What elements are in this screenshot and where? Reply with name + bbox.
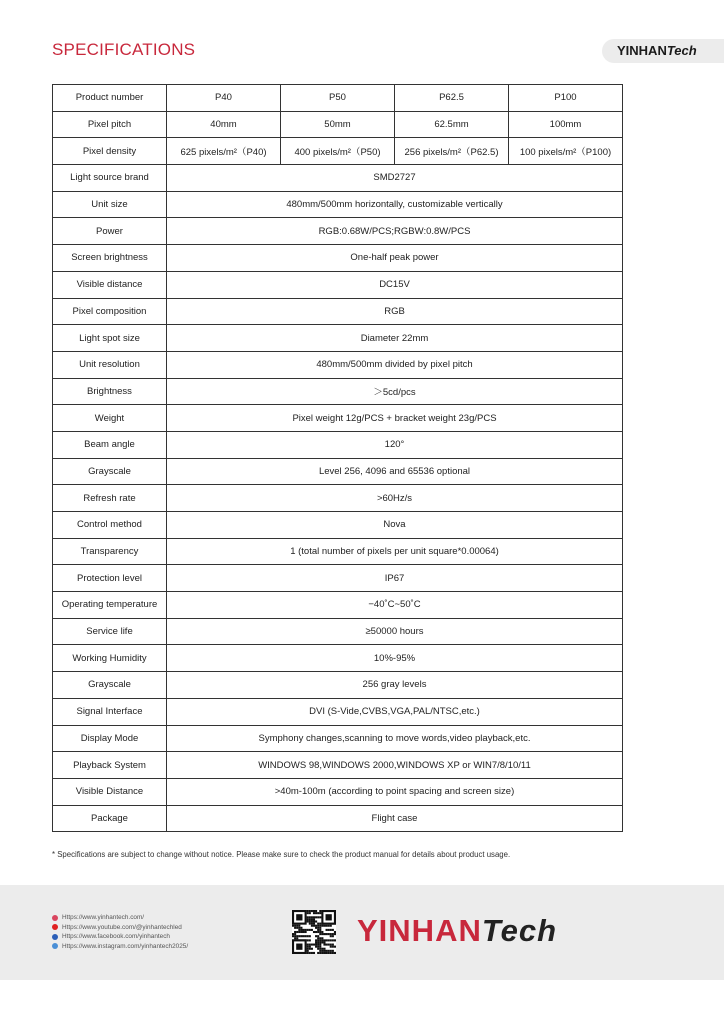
table-row xyxy=(53,378,623,405)
spec-label: Brightness xyxy=(53,378,167,405)
spec-label: Service life xyxy=(53,618,167,645)
table-row-product-number xyxy=(53,85,623,112)
spec-label: Power xyxy=(53,218,167,245)
spec-label: Pixel composition xyxy=(53,298,167,325)
table-row xyxy=(53,725,623,752)
spec-value: 62.5mm xyxy=(395,111,509,138)
table-row-pixel-density xyxy=(53,138,623,165)
page-footer xyxy=(0,885,724,980)
spec-value: 400 pixels/m²（P50) xyxy=(281,138,395,165)
table-row xyxy=(53,298,623,325)
spec-value: 100mm xyxy=(509,111,623,138)
youtube-icon xyxy=(52,924,58,930)
page-title: SPECIFICATIONS xyxy=(52,40,196,59)
table-row xyxy=(53,485,623,512)
facebook-icon xyxy=(52,934,58,940)
footer-link-text: Https://www.facebook.com/yinhantech xyxy=(62,933,170,941)
spec-value: Symphony changes,scanning to move words,video playback,etc. xyxy=(167,725,623,752)
spec-label: Product number xyxy=(53,85,167,112)
globe-icon xyxy=(52,915,58,921)
spec-value: Level 256, 4096 and 65536 optional xyxy=(167,458,623,485)
footer-link-text: Https://www.yinhantech.com/ xyxy=(62,914,145,922)
table-row xyxy=(53,592,623,619)
table-row xyxy=(53,512,623,539)
spec-label: Light spot size xyxy=(53,325,167,352)
table-row xyxy=(53,618,623,645)
spec-label: Weight xyxy=(53,405,167,432)
spec-label: Signal Interface xyxy=(53,698,167,725)
spec-label: Unit size xyxy=(53,191,167,218)
spec-value: 10%-95% xyxy=(167,645,623,672)
spec-value: Flight case xyxy=(167,805,623,832)
spec-value: 256 gray levels xyxy=(167,672,623,699)
table-row xyxy=(53,672,623,699)
spec-label: Visible distance xyxy=(53,271,167,298)
spec-value: 256 pixels/m²（P62.5) xyxy=(395,138,509,165)
spec-label: Grayscale xyxy=(53,672,167,699)
spec-value: ＞5cd/pcs xyxy=(167,378,623,405)
spec-label: Refresh rate xyxy=(53,485,167,512)
spec-value: One-half peak power xyxy=(167,245,623,272)
footer-link-text: Https://www.youtube.com/@yinhantechled xyxy=(62,923,182,931)
table-row xyxy=(53,325,623,352)
spec-label: Working Humidity xyxy=(53,645,167,672)
table-row xyxy=(53,458,623,485)
table-row xyxy=(53,431,623,458)
qr-code-icon xyxy=(292,910,336,954)
table-row xyxy=(53,245,623,272)
table-row xyxy=(53,645,623,672)
table-row xyxy=(53,405,623,432)
footer-logo xyxy=(357,913,557,949)
spec-value: 480mm/500mm horizontally, customizable vertically xyxy=(167,191,623,218)
spec-value: Pixel weight 12g/PCS + bracket weight 23g/PCS xyxy=(167,405,623,432)
footnote: * Specifications are subject to change without notice. Please make sure to check the product manual for details about product usage. xyxy=(52,850,511,859)
spec-value: 1 (total number of pixels per unit square*0.00064) xyxy=(167,538,623,565)
spec-value: IP67 xyxy=(167,565,623,592)
spec-label: Display Mode xyxy=(53,725,167,752)
table-row xyxy=(53,165,623,192)
spec-label: Visible Distance xyxy=(53,778,167,805)
spec-value: ≥50000 hours xyxy=(167,618,623,645)
spec-value: 50mm xyxy=(281,111,395,138)
footer-link[interactable] xyxy=(52,913,188,923)
table-row xyxy=(53,191,623,218)
table-row xyxy=(53,805,623,832)
spec-value: 120° xyxy=(167,431,623,458)
spec-label: Screen brightness xyxy=(53,245,167,272)
spec-value: RGB xyxy=(167,298,623,325)
spec-label: Playback System xyxy=(53,752,167,779)
footer-link[interactable] xyxy=(52,932,188,942)
spec-value: DC15V xyxy=(167,271,623,298)
spec-value: DVI (S-Vide,CVBS,VGA,PAL/NTSC,etc.) xyxy=(167,698,623,725)
spec-label: Light source brand xyxy=(53,165,167,192)
brand-name-part: YINHAN xyxy=(617,43,667,58)
footer-link[interactable] xyxy=(52,923,188,933)
logo-name-suffix: Tech xyxy=(481,913,558,948)
footer-link[interactable] xyxy=(52,942,188,952)
spec-value: WINDOWS 98,WINDOWS 2000,WINDOWS XP or WIN7/8/10/11 xyxy=(167,752,623,779)
specifications-table xyxy=(52,84,623,832)
spec-value: Nova xyxy=(167,512,623,539)
table-row xyxy=(53,351,623,378)
table-row xyxy=(53,752,623,779)
table-row-pixel-pitch xyxy=(53,111,623,138)
header-brand-badge xyxy=(602,39,724,63)
spec-value: Diameter 22mm xyxy=(167,325,623,352)
table-row xyxy=(53,538,623,565)
spec-value: RGB:0.68W/PCS;RGBW:0.8W/PCS xyxy=(167,218,623,245)
table-row xyxy=(53,565,623,592)
spec-label: Pixel pitch xyxy=(53,111,167,138)
spec-value: P50 xyxy=(281,85,395,112)
spec-label: Beam angle xyxy=(53,431,167,458)
footer-links xyxy=(52,913,188,951)
brand-name-suffix: Tech xyxy=(666,43,697,58)
spec-value: 40mm xyxy=(167,111,281,138)
spec-value: 100 pixels/m²（P100) xyxy=(509,138,623,165)
table-row xyxy=(53,698,623,725)
footer-link-text: Https://www.instagram.com/yinhantech2025/ xyxy=(62,942,189,950)
table-row xyxy=(53,778,623,805)
spec-value: P62.5 xyxy=(395,85,509,112)
spec-label: Package xyxy=(53,805,167,832)
spec-label: Grayscale xyxy=(53,458,167,485)
spec-label: Control method xyxy=(53,512,167,539)
logo-name-part: YINHAN xyxy=(357,913,482,948)
spec-label: Protection level xyxy=(53,565,167,592)
spec-value: >40m-100m (according to point spacing and screen size) xyxy=(167,778,623,805)
spec-value: 480mm/500mm divided by pixel pitch xyxy=(167,351,623,378)
spec-label: Transparency xyxy=(53,538,167,565)
spec-label: Pixel density xyxy=(53,138,167,165)
instagram-icon xyxy=(52,943,58,949)
table-row xyxy=(53,218,623,245)
spec-value: 625 pixels/m²（P40) xyxy=(167,138,281,165)
spec-value: SMD2727 xyxy=(167,165,623,192)
spec-value: >60Hz/s xyxy=(167,485,623,512)
spec-label: Unit resolution xyxy=(53,351,167,378)
spec-value: P100 xyxy=(509,85,623,112)
spec-value: P40 xyxy=(167,85,281,112)
spec-label: Operating temperature xyxy=(53,592,167,619)
spec-value: −40˚C~50˚C xyxy=(167,592,623,619)
table-row xyxy=(53,271,623,298)
